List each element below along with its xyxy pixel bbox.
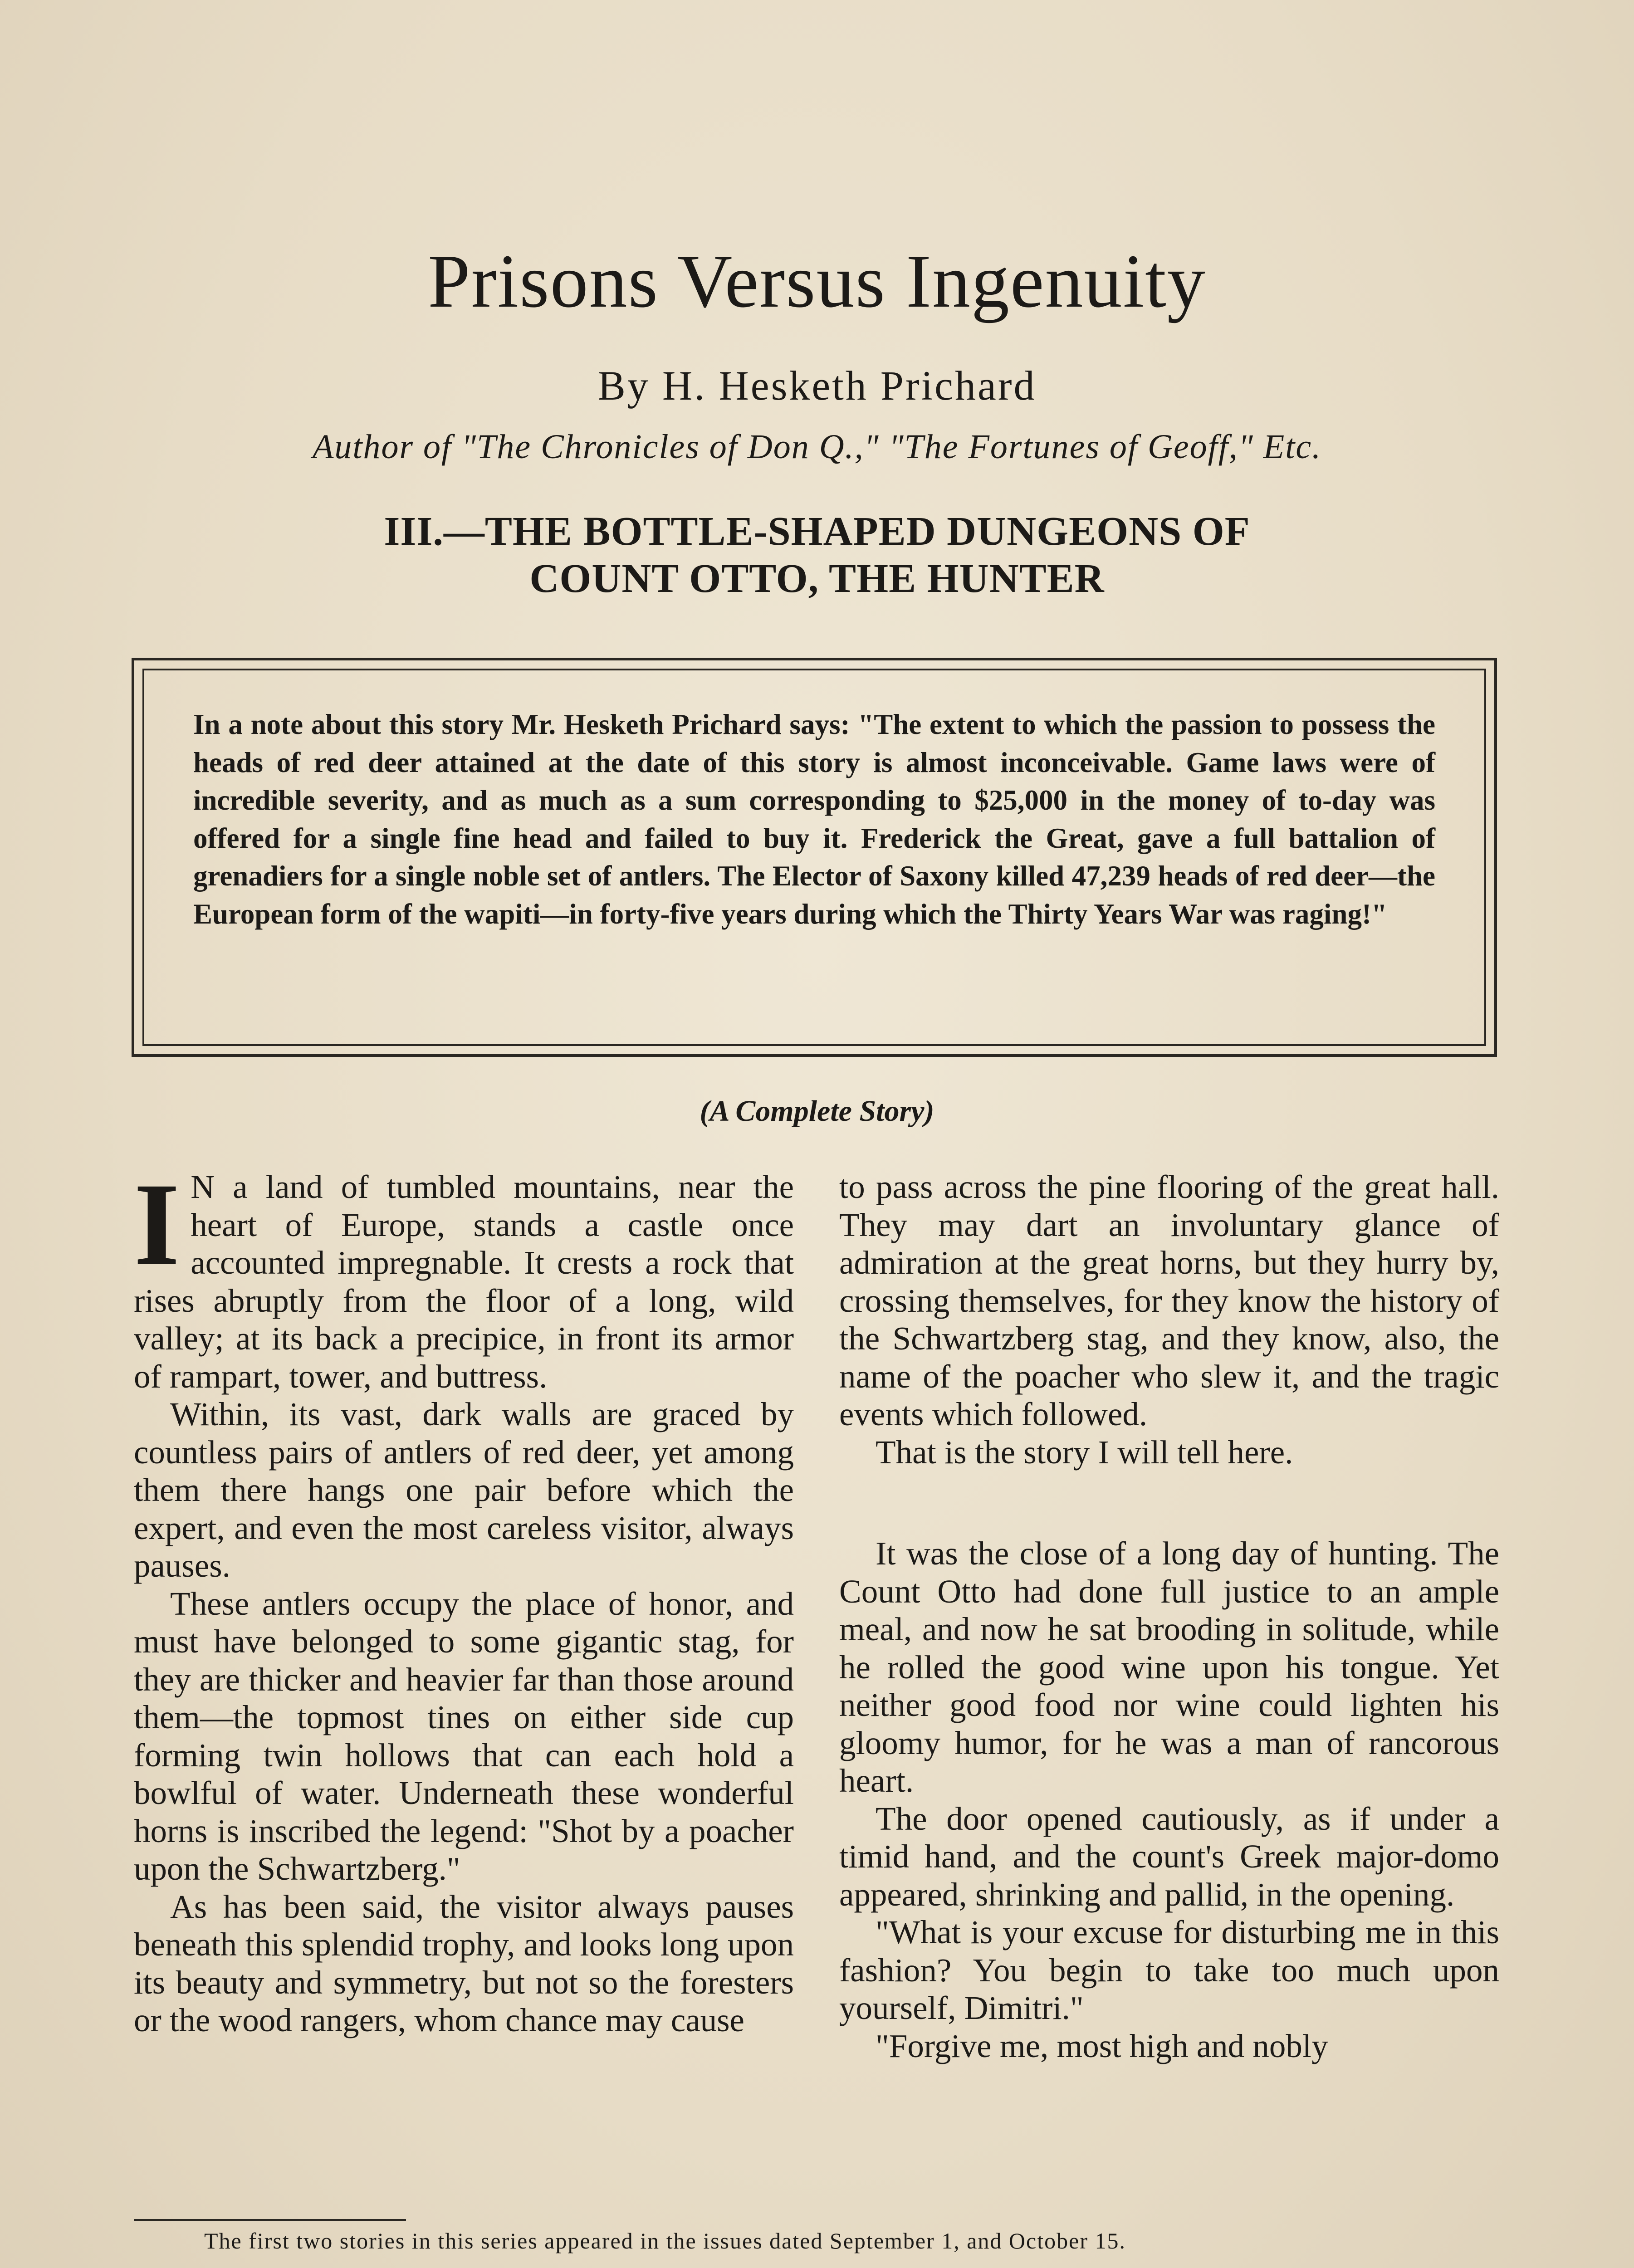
complete-story-label: (A Complete Story): [700, 1095, 934, 1128]
paragraph: "Forgive me, most high and nobly: [876, 2027, 1328, 2064]
author-note-box: [132, 658, 1497, 1057]
subtitle-line-1: III.—THE BOTTLE-SHAPED DUNGEONS OF: [384, 509, 1250, 554]
author-credits: Author of "The Chronicles of Don Q.," "The Fortunes of Geoff," Etc.: [312, 428, 1322, 466]
paragraph: Within, its vast, dark walls are graced by countless pairs of antlers of red deer, yet among them there hangs one pair before which the expert, and even the most careless visitor, always pauses.: [134, 1396, 794, 1584]
paragraph: N a land of tumbled mountains, near the heart of Europe, stands a castle once accounted impregnable. It crests a rock that rises abruptly from the floor of a long, wild valley; at its back a precipice, in front its armor of rampart, tower, and buttress.: [134, 1168, 794, 1395]
story-subtitle: [0, 508, 1634, 602]
paragraph: These antlers occupy the place of honor, and must have belonged to some gigantic stag, for they are thicker and heavier far than those around them—the topmost tines on either side cup forming twin hollows that can each hold a bowlful of water. Underneath these wonderful horns is inscribed the legend: "Shot by a poacher upon the Schwartzberg.": [134, 1585, 794, 1887]
paragraph: The door opened cautiously, as if under a timid hand, and the count's Greek major-domo appeared, shrinking and pallid, in the opening.: [839, 1800, 1499, 1913]
subtitle-line-2: COUNT OTTO, THE HUNTER: [529, 556, 1105, 601]
paragraph: As has been said, the visitor always pauses beneath this splendid trophy, and looks long upon its beauty and symmetry, but not so the foresters or the wood rangers, whom chance may cause: [134, 1888, 794, 2038]
paragraph: to pass across the pine flooring of the great hall. They may dart an involuntary glance of admiration at the great horns, but they hurry by, crossing themselves, for they know the history of the Schwartzberg stag, and they know, also, the name of the poacher who slew it, and the tragic events which followed.: [839, 1168, 1499, 1432]
author-note-text: In a note about this story Mr. Hesketh Prichard says: "The extent to which the passion to possess the heads of red deer attained at the date of this story is almost inconceivable. Game laws were of incredible severity, and as much as a sum corresponding to $25,000 in the money of to-day was offered for a single fine head and failed to buy it. Frederick the Great, gave a full battalion of grenadiers for a single noble set of antlers. The Elector of Saxony killed 47,239 heads of red deer—the European form of the wapiti—in forty-five years during which the Thirty Years War was raging!": [193, 709, 1435, 930]
footnote-rule: [134, 2219, 406, 2221]
right-column: [839, 1168, 1499, 2065]
paragraph: It was the close of a long day of hunting. The Count Otto had done full justice to an ample meal, and now he sat brooding in solitude, while he rolled the good wine upon his tongue. Yet neither good food nor wine could lighten his gloomy humor, for he was a man of rancorous heart.: [839, 1535, 1499, 1799]
paragraph: "What is your excuse for disturbing me in this fashion? You begin to take too much upon yourself, Dimitri.": [839, 1914, 1499, 2026]
paragraph: That is the story I will tell here.: [876, 1433, 1293, 1471]
drop-cap: I: [134, 1159, 180, 1290]
section-break: [839, 1471, 1499, 1535]
article-title: Prisons Versus Ingenuity: [428, 239, 1206, 323]
footnote: The first two stories in this series appeared in the issues dated September 1, and October 15.: [204, 2228, 1126, 2253]
left-column: [134, 1159, 794, 2039]
byline: By H. Hesketh Prichard: [597, 362, 1037, 409]
